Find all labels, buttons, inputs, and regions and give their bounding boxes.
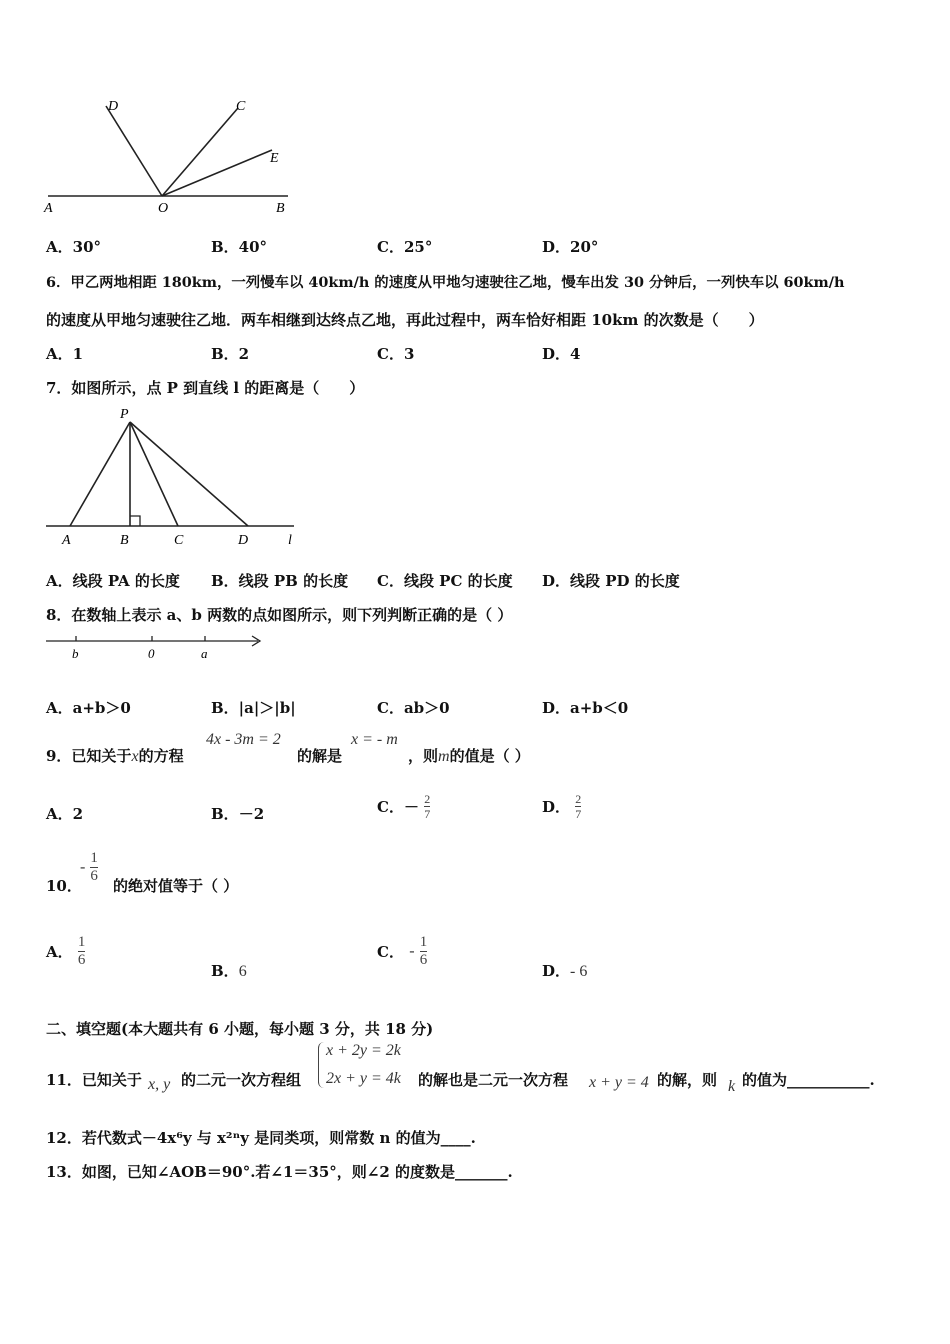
label-C: C	[174, 533, 184, 548]
label-D: D	[108, 99, 119, 114]
q6-option-b[interactable]: B．2	[211, 345, 250, 363]
label-P: P	[120, 407, 129, 422]
q9-option-d-fraction	[575, 792, 581, 821]
fraction-numerator: 2	[575, 792, 582, 806]
q11-mid3: 的解，则	[657, 1071, 718, 1089]
q10-option-b[interactable]	[211, 960, 247, 981]
q11-eq1: x + 2y = 2k	[326, 1042, 401, 1059]
perpendicular-figure	[40, 402, 302, 550]
q11-eq2: 2x + y = 4k	[326, 1070, 401, 1087]
label-B: B	[120, 533, 129, 548]
q5-option-a[interactable]: A．30°	[46, 238, 102, 256]
q6-line2: 的速度从甲地匀速驶往乙地．两车相继到达终点乙地，再此过程中，两车恰好相距 10km 的次数是（ ）	[46, 311, 764, 329]
q11-eq3: x + y = 4	[589, 1074, 649, 1091]
q8-option-b[interactable]: B．|a|＞|b|	[211, 699, 296, 717]
q9-option-a[interactable]	[46, 803, 83, 824]
q7-option-d[interactable]: D．线段 PD 的长度	[542, 572, 680, 590]
q10-option-a[interactable]	[46, 934, 85, 969]
q9-stem	[46, 745, 184, 766]
fraction-denominator: 7	[575, 807, 582, 821]
segment-PA	[70, 422, 130, 526]
ray-OC	[162, 108, 238, 196]
fraction-numerator: 2	[424, 792, 431, 806]
right-angle-mark	[130, 516, 140, 526]
ray-OD	[106, 106, 162, 196]
q11-suffix: 的值为___________.	[742, 1071, 875, 1089]
q10-expression	[80, 850, 98, 885]
number-line-figure	[40, 628, 270, 664]
segment-PD	[130, 422, 248, 526]
fraction-numerator: 1	[419, 934, 428, 950]
q13-text: 13．如图，已知∠AOB＝90°.若∠1＝35°，则∠2 的度数是_______.	[46, 1163, 513, 1181]
label-O: O	[158, 201, 169, 216]
q8-option-c[interactable]: C．ab＞0	[377, 699, 450, 717]
q10-option-a-fraction	[78, 934, 86, 969]
fraction-denominator: 6	[77, 952, 86, 968]
q10-number: 10．	[46, 877, 82, 895]
q10-option-c-fraction	[420, 934, 428, 969]
q10-option-d-value: - 6	[570, 963, 588, 980]
segment-PC	[130, 422, 178, 526]
q6-option-c[interactable]: C．3	[377, 345, 415, 363]
q10-suffix: 的绝对值等于（ ）	[113, 877, 239, 895]
q7-option-a[interactable]: A．线段 PA 的长度	[46, 572, 180, 590]
q7-stem: 7．如图所示，点 P 到直线 l 的距离是（ ）	[46, 379, 365, 397]
fraction-denominator: 6	[419, 952, 428, 968]
label-A: A	[62, 533, 71, 548]
q8-option-d[interactable]: D．a+b＜0	[542, 699, 629, 717]
q9-option-d[interactable]	[542, 792, 581, 821]
section2-heading: 二、填空题(本大题共有 6 小题，每小题 3 分，共 18 分)	[46, 1020, 434, 1038]
q5-option-b[interactable]: B．40°	[211, 238, 268, 256]
q10-option-c[interactable]	[377, 934, 427, 969]
angle-figure	[40, 92, 300, 220]
q8-option-a[interactable]: A．a+b＞0	[46, 699, 131, 717]
q10-sign: -	[80, 858, 86, 876]
q5-option-c[interactable]: C．25°	[377, 238, 433, 256]
q7-option-c[interactable]: C．线段 PC 的长度	[377, 572, 513, 590]
fraction-denominator: 6	[90, 868, 98, 884]
q9-var-x: x	[131, 748, 139, 765]
q9-prefix: 9．已知关于	[46, 747, 132, 765]
q9-option-c-fraction	[424, 792, 430, 821]
q9-tail	[408, 745, 530, 766]
q9-equation: 4x - 3m = 2	[206, 731, 281, 748]
q9-option-b[interactable]	[211, 803, 264, 824]
label-C: C	[236, 99, 246, 114]
label-a: a	[201, 646, 208, 661]
q10-option-c-label: C．	[377, 943, 404, 961]
q8-stem: 8．在数轴上表示 a、b 两数的点如图所示，则下列判断正确的是（ ）	[46, 606, 513, 624]
q11-system-brace	[318, 1042, 324, 1088]
q10-option-b-label: B．	[211, 962, 239, 980]
q6-line1: 6．甲乙两地相距 180km，一列慢车以 40km/h 的速度从甲地匀速驶往乙地，慢车出发 30 分钟后，一列快车以 60km/h	[46, 274, 845, 291]
fraction-denominator: 7	[424, 807, 431, 821]
q9-var-m: m	[438, 748, 450, 765]
q11-mid2: 的解也是二元一次方程	[418, 1071, 569, 1089]
q9-option-b-label: B．	[211, 805, 239, 823]
q6-option-d[interactable]: D．4	[542, 345, 581, 363]
q7-option-b[interactable]: B．线段 PB 的长度	[211, 572, 349, 590]
label-zero: 0	[148, 646, 155, 661]
q12-text: 12．若代数式－4x⁶y 与 x²ⁿy 是同类项，则常数 n 的值为____.	[46, 1129, 476, 1147]
q9-option-a-label: A．	[46, 805, 73, 823]
label-E: E	[270, 151, 279, 166]
q9-option-a-value: 2	[72, 805, 84, 823]
q10-option-a-label: A．	[46, 943, 73, 961]
q9-mid1: 的方程	[138, 747, 184, 765]
q10-option-d-label: D．	[542, 962, 571, 980]
fraction-numerator: 1	[77, 934, 86, 950]
q6-option-a[interactable]: A．1	[46, 345, 84, 363]
q10-option-b-value: 6	[238, 963, 247, 980]
q11-vars: x, y	[148, 1076, 171, 1093]
q10-fraction	[90, 850, 98, 885]
q11-var-k: k	[728, 1078, 736, 1095]
q11-mid1: 的二元一次方程组	[181, 1071, 302, 1089]
q5-option-d[interactable]: D．20°	[542, 238, 599, 256]
label-D: D	[238, 533, 249, 548]
q9-option-c-label: C．	[377, 798, 404, 816]
label-A: A	[44, 201, 53, 216]
q10-option-c-sign: -	[409, 942, 415, 960]
label-B: B	[276, 201, 285, 216]
q9-option-b-value: －2	[238, 805, 265, 823]
q9-suffix: 的值是（ ）	[449, 747, 530, 765]
q10-option-d[interactable]	[542, 960, 587, 981]
q9-option-c[interactable]	[377, 792, 430, 821]
q9-mid2: 的解是	[297, 747, 343, 765]
label-l: l	[288, 533, 292, 548]
q9-option-c-sign: －	[403, 798, 419, 816]
label-b: b	[72, 646, 79, 661]
ray-OE	[162, 150, 272, 196]
q9-mid3: ，则	[408, 747, 439, 765]
q11-prefix: 11．已知关于	[46, 1071, 142, 1089]
fraction-numerator: 1	[90, 850, 98, 866]
q9-option-d-label: D．	[542, 798, 571, 816]
q9-solution: x = - m	[351, 731, 398, 748]
